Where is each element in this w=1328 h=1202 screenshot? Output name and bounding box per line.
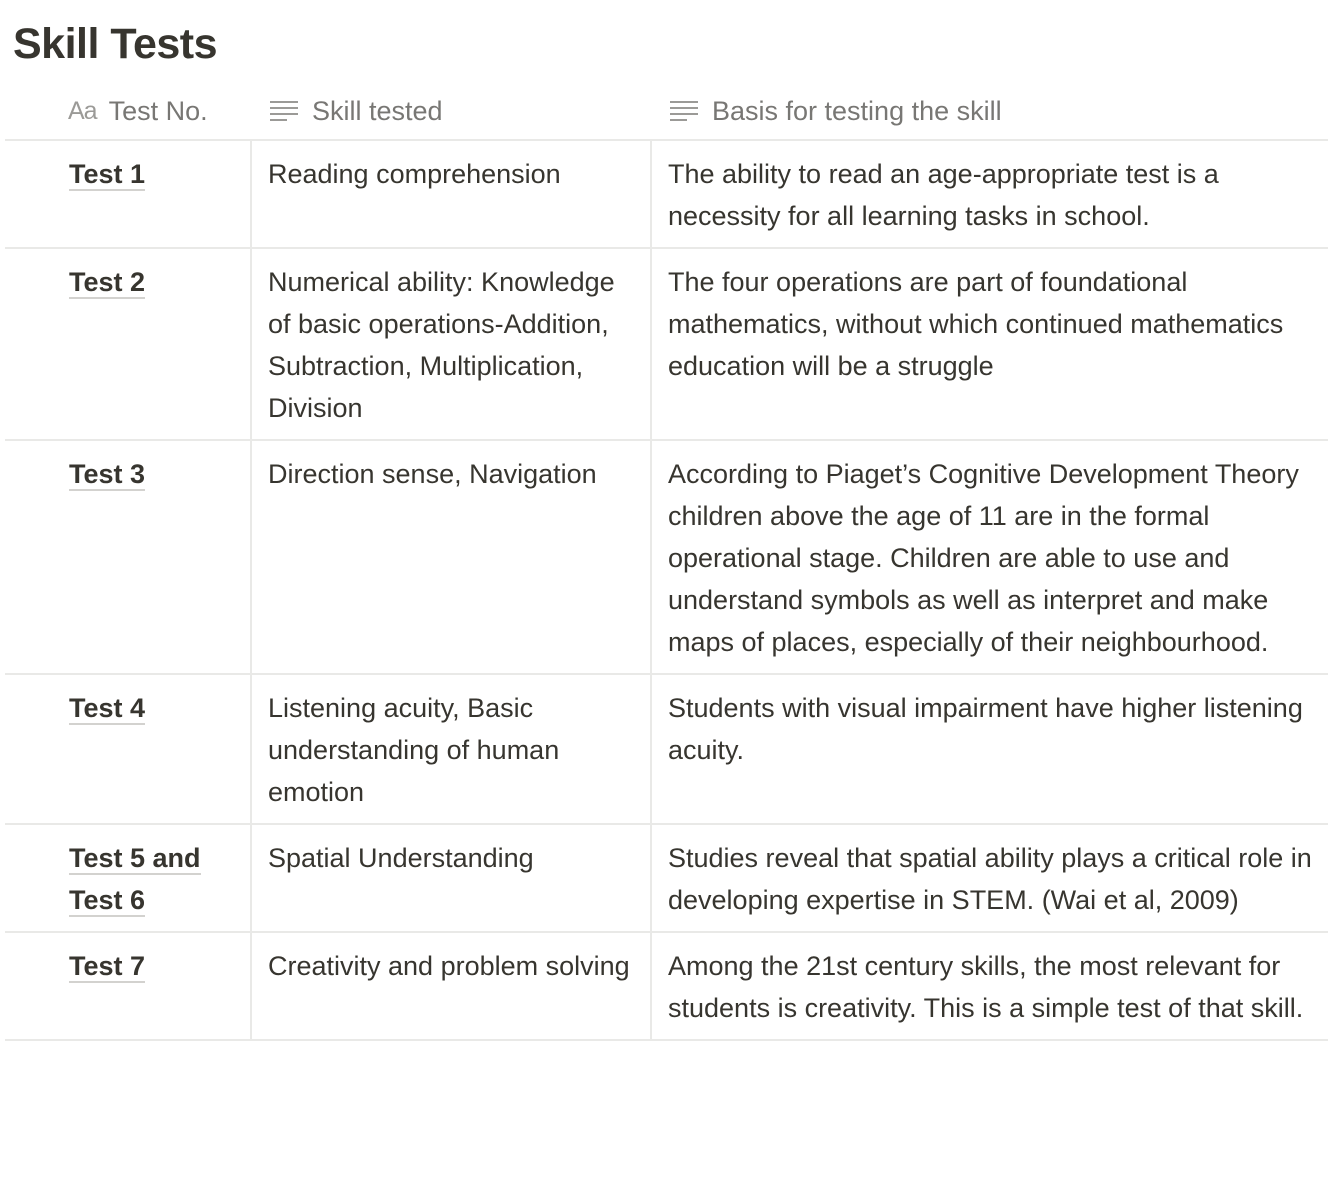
column-header-skill-tested[interactable] (252, 83, 652, 139)
table-row (5, 933, 1328, 1041)
basis-cell[interactable]: Students with visual impairment have higher listening acuity. (668, 693, 1303, 765)
column-header-label: Basis for testing the skill (712, 95, 1002, 126)
test-no-cell (5, 825, 252, 931)
skill-tests-table (5, 83, 1328, 1041)
table-row (5, 141, 1328, 249)
title-property-icon: Aa (68, 96, 97, 125)
test-link[interactable]: Test 5 and Test 6 (69, 843, 201, 915)
test-no-cell (5, 249, 252, 439)
text-lines-icon (270, 99, 298, 123)
test-link[interactable]: Test 3 (69, 459, 146, 489)
skill-cell[interactable]: Creativity and problem solving (252, 933, 652, 1039)
column-header-basis[interactable] (652, 83, 1328, 139)
column-header-test-no[interactable] (5, 83, 252, 139)
basis-cell[interactable]: The ability to read an age-appropriate test is a necessity for all learning tasks in school. (668, 159, 1219, 231)
skill-cell[interactable]: Spatial Understanding (252, 825, 652, 931)
basis-cell[interactable]: According to Piaget’s Cognitive Development Theory children above the age of 11 are in the formal operational stage. Children are able to use and understand symbols as well as interpret and make maps of places, especially of their neighbourhood. (668, 459, 1299, 657)
test-link[interactable]: Test 4 (69, 693, 146, 723)
text-lines-icon (670, 99, 698, 123)
column-header-label: Skill tested (312, 95, 443, 126)
test-link[interactable]: Test 1 (69, 159, 146, 189)
test-no-cell (5, 933, 252, 1039)
table-row (5, 825, 1328, 933)
table-row (5, 249, 1328, 441)
skill-cell[interactable]: Listening acuity, Basic understanding of human emotion (252, 675, 652, 823)
test-no-cell (5, 441, 252, 673)
basis-cell[interactable]: Studies reveal that spatial ability plays a critical role in developing expertise in STEM. (Wai et al, 2009) (668, 843, 1312, 915)
test-link[interactable]: Test 2 (69, 267, 146, 297)
basis-cell[interactable]: The four operations are part of foundational mathematics, without which continued mathematics education will be a struggle (668, 267, 1284, 381)
test-link[interactable]: Test 7 (69, 951, 146, 981)
table-header-row (5, 83, 1328, 141)
page-title: Skill Tests (13, 20, 218, 68)
skill-cell[interactable]: Numerical ability: Knowledge of basic operations-Addition, Subtraction, Multiplication, Division (252, 249, 652, 439)
skill-cell[interactable]: Reading comprehension (252, 141, 652, 247)
test-no-cell (5, 675, 252, 823)
skill-cell[interactable]: Direction sense, Navigation (252, 441, 652, 673)
test-no-cell (5, 141, 252, 247)
column-header-label: Test No. (108, 95, 208, 126)
basis-cell[interactable]: Among the 21st century skills, the most relevant for students is creativity. This is a simple test of that skill. (668, 951, 1304, 1023)
table-row (5, 675, 1328, 825)
table-row (5, 441, 1328, 675)
